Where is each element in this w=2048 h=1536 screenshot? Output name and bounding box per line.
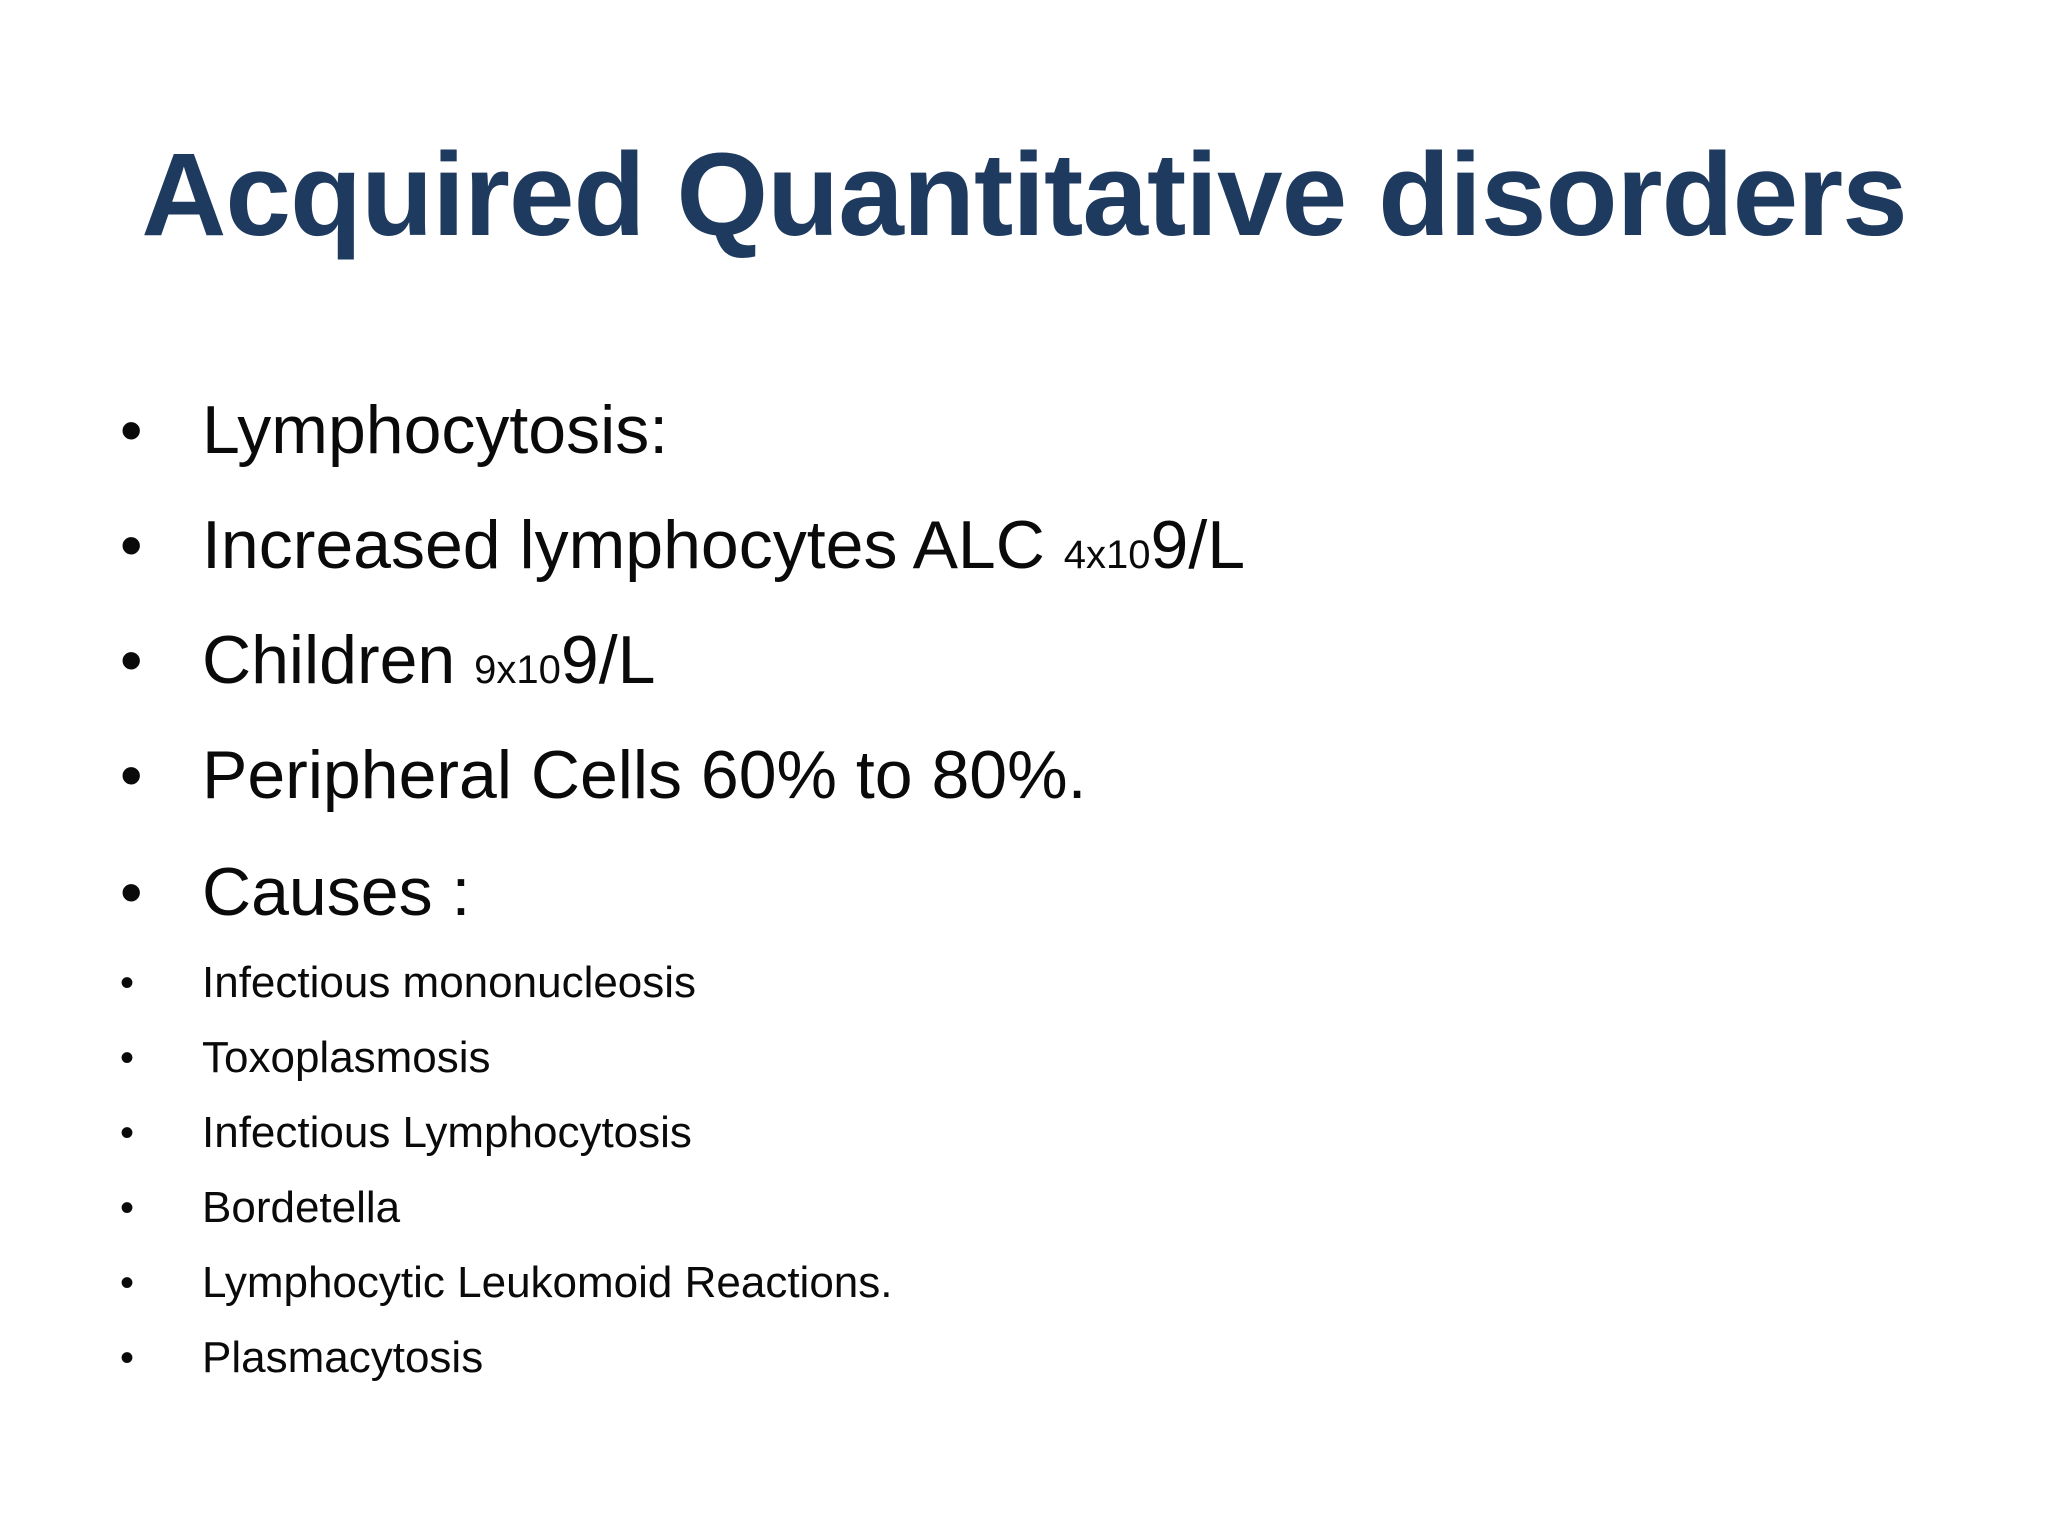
bullet-text: Children 9x109/L (202, 622, 656, 698)
bullet-icon: • (120, 509, 143, 581)
bullet-text: Causes : (202, 854, 471, 930)
bullet-icon: • (120, 1261, 135, 1305)
cause-text: Lymphocytic Leukomoid Reactions. (202, 1258, 893, 1307)
cause-text: Infectious mononucleosis (202, 958, 697, 1007)
bullet-text: Lymphocytosis: (202, 392, 669, 468)
cause-text: Toxoplasmosis (202, 1033, 491, 1082)
bullet-icon: • (120, 1336, 135, 1380)
bullet-icon: • (120, 624, 143, 696)
cause-text: Plasmacytosis (202, 1333, 484, 1382)
bullet-icon: • (120, 856, 143, 928)
cause-text: Bordetella (202, 1183, 401, 1232)
bullet-icon: • (120, 1186, 135, 1230)
alc-multiplier: 4x10 (1063, 533, 1151, 577)
children-unit: 9/L (560, 622, 656, 698)
bullet-icon: • (120, 1036, 135, 1080)
cause-text: Infectious Lymphocytosis (202, 1108, 692, 1157)
bullet-icon: • (120, 961, 135, 1005)
bullet-icon: • (120, 394, 143, 466)
slide-title: Acquired Quantitative disorders (141, 129, 1907, 261)
bullet-text: Peripheral Cells 60% to 80%. (202, 737, 1087, 813)
bullet-icon: • (120, 739, 143, 811)
children-multiplier: 9x10 (474, 648, 561, 692)
bullet-text: Increased lymphocytes ALC 4x109/L (202, 507, 1246, 583)
bullet-icon: • (120, 1111, 135, 1155)
alc-unit: 9/L (1150, 507, 1246, 583)
